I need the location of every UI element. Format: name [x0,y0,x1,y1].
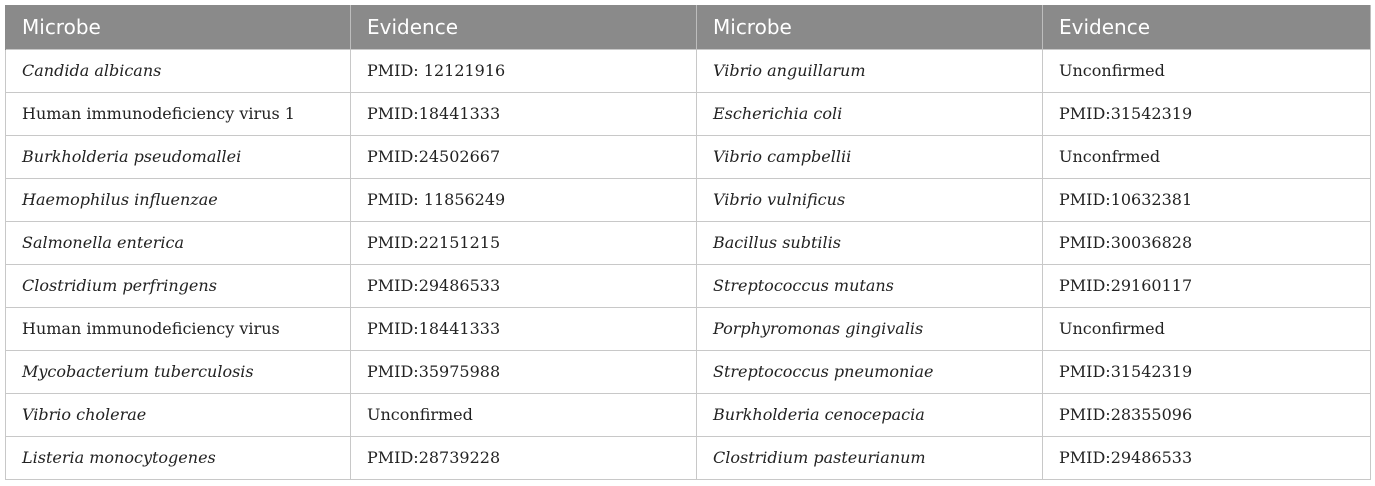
table-row [6,264,1371,307]
microbe-cell: Listeria monocytogenes [6,436,351,479]
table-row [6,92,1371,135]
evidence-cell: PMID: 11856249 [351,178,697,221]
table-row [6,135,1371,178]
evidence-cell: PMID:30036828 [1043,221,1371,264]
evidence-cell: Unconfrmed [1043,135,1371,178]
microbe-cell: Vibrio anguillarum [697,49,1043,92]
microbe-cell: Mycobacterium tuberculosis [6,350,351,393]
header-row [6,5,1371,49]
microbe-cell: Haemophilus influenzae [6,178,351,221]
microbe-cell: Vibrio campbellii [697,135,1043,178]
evidence-cell: PMID:18441333 [351,92,697,135]
table-row [6,436,1371,479]
evidence-cell: PMID:28355096 [1043,393,1371,436]
evidence-cell: PMID:29486533 [351,264,697,307]
microbe-cell: Candida albicans [6,49,351,92]
evidence-cell: PMID:24502667 [351,135,697,178]
microbe-cell: Streptococcus pneumoniae [697,350,1043,393]
evidence-cell: PMID:35975988 [351,350,697,393]
microbe-cell: Vibrio vulnificus [697,178,1043,221]
evidence-cell: PMID:31542319 [1043,92,1371,135]
microbe-cell: Clostridium perfringens [6,264,351,307]
column-header-microbe: Microbe [6,5,351,49]
evidence-cell: PMID:10632381 [1043,178,1371,221]
evidence-cell: PMID:29160117 [1043,264,1371,307]
table-row [6,307,1371,350]
table-row [6,49,1371,92]
microbe-cell: Human immunodeficiency virus [6,307,351,350]
microbe-cell: Salmonella enterica [6,221,351,264]
microbe-cell: Vibrio cholerae [6,393,351,436]
evidence-cell: Unconfirmed [1043,49,1371,92]
microbe-cell: Streptococcus mutans [697,264,1043,307]
evidence-cell: Unconfirmed [1043,307,1371,350]
column-header-evidence: Evidence [351,5,697,49]
evidence-cell: PMID:29486533 [1043,436,1371,479]
column-header-microbe: Microbe [697,5,1043,49]
table-row [6,178,1371,221]
evidence-cell: PMID:18441333 [351,307,697,350]
evidence-cell: PMID:22151215 [351,221,697,264]
evidence-cell: PMID: 12121916 [351,49,697,92]
evidence-cell: PMID:28739228 [351,436,697,479]
microbe-cell: Burkholderia cenocepacia [697,393,1043,436]
table-row [6,350,1371,393]
table-row [6,221,1371,264]
column-header-evidence: Evidence [1043,5,1371,49]
microbe-cell: Escherichia coli [697,92,1043,135]
table-row [6,393,1371,436]
microbe-cell: Bacillus subtilis [697,221,1043,264]
table-body [6,49,1371,479]
evidence-cell: Unconfirmed [351,393,697,436]
microbe-cell: Clostridium pasteurianum [697,436,1043,479]
microbe-evidence-table [5,5,1371,480]
microbe-cell: Porphyromonas gingivalis [697,307,1043,350]
microbe-cell: Human immunodeficiency virus 1 [6,92,351,135]
evidence-cell: PMID:31542319 [1043,350,1371,393]
microbe-cell: Burkholderia pseudomallei [6,135,351,178]
